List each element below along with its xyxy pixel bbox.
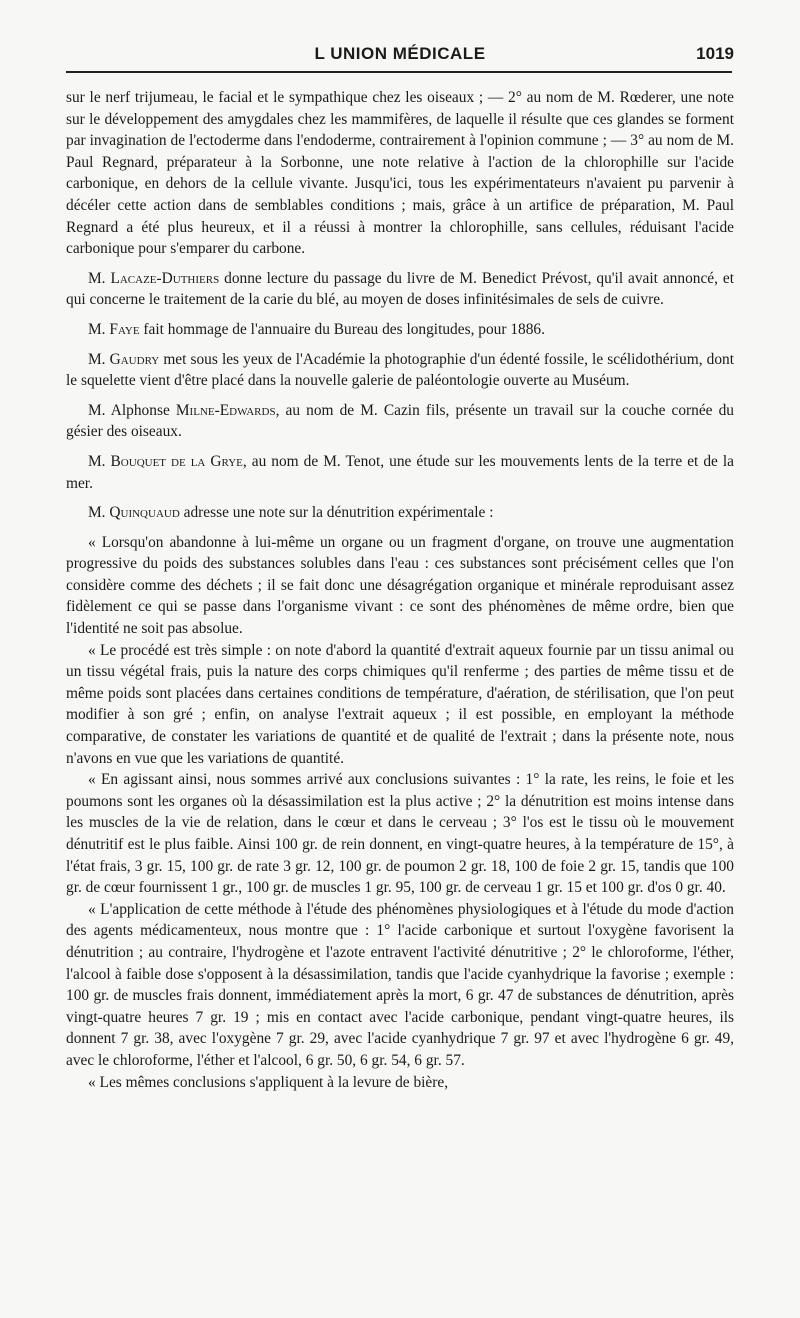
- paragraph-lacaze-duthiers: M. Lacaze-Duthiers donne lecture du passage du livre de M. Benedict Prévost, qu'il avait annoncé, et qui concerne le traitement de la carie du blé, au moyen de doses infinitésimales de sels de cuivre.: [66, 269, 734, 309]
- paragraph-bouquet-de-la-grye: M. Bouquet de la Grye, au nom de M. Tenot, une étude sur les mouvements lents de la terre et de la mer.: [66, 452, 734, 492]
- quote-paragraph-2: « Le procédé est très simple : on note d'abord la quantité d'extrait aqueux fournie par un tissu animal ou un tissu végétal frais, puis la nature des corps chimiques qu'il renferme ; des parties de même tissu et de même poids sont placées dans certaines conditions de température, d'aération, de stérilisation, que l'on peut modifier à son gré ; enfin, on analyse l'extrait aqueux ; il est possible, en employant la méthode comparative, de constater les variations de quantité et de qualité de l'extrait ; dans la présente note, nous n'avons en vue que les variations de quantité.: [66, 641, 734, 767]
- paragraph-continuation: sur le nerf trijumeau, le facial et le sympathique chez les oiseaux ; — 2° au nom de M. Rœderer, une note sur le développement des amygdales chez les mammifères, de laquelle il résulte que ces glandes se forment par invagination de l'ectoderme dans l'endoderme, contrairement à l'opinion commune ; — 3° au nom de M. Paul Regnard, préparateur à la Sorbonne, une note relative à l'action de la chlorophille sur l'acide carbonique, en dehors de la cellule vivante. Jusqu'ici, tous les expérimentateurs n'avaient pu parvenir à décéler cette action dans de semblables conditions ; mais, grâce à un artifice de préparation, M. Paul Regnard a été plus heureux, et il a réussi à montrer la chlorophille, sans cellules, réduisant l'acide carbonique pour s'emparer du carbone.: [66, 89, 734, 258]
- quote-paragraph-3: « En agissant ainsi, nous sommes arrivé aux conclusions suivantes : 1° la rate, les reins, le foie et les poumons sont les organes où la désassimilation est la plus active ; 2° la dénutrition est moins intense dans les muscles de la vie de relation, dans le cœur et dans le cerveau ; 3° l'os est le tissu où le mouvement dénutritif est le plus faible. Ainsi 100 gr. de rein donnent, en vingt-quatre heures, à la température de 15°, à l'état frais, 3 gr. 15, 100 gr. de rate 3 gr. 12, 100 gr. de poumon 2 gr. 18, 100 de foie 2 gr. 15, tandis que 100 gr. de cœur fournissent 1 gr., 100 gr. de muscles 1 gr. 95, 100 gr. de cerveau 1 gr. 15 et 100 gr. d'os 0 gr. 40.: [66, 771, 734, 897]
- quote-paragraph-5: « Les mêmes conclusions s'appliquent à la levure de bière,: [88, 1073, 449, 1091]
- paragraph-quinquaud: M. Quinquaud adresse une note sur la dénutrition expérimentale :: [88, 504, 494, 522]
- article-body: [66, 87, 734, 1093]
- person-name: Quinquaud: [109, 504, 180, 522]
- quote-paragraph-1: « Lorsqu'on abandonne à lui-même un organe ou un fragment d'organe, on trouve une augmentation progressive du poids des substances solubles dans l'eau : ces substances sont précisément celles que l'on considère comme des déchets ; il se fait donc une désagrégation organique et minérale reproduisant assez fidèlement ce qui se passe dans l'organisme vivant : ce sont des phénomènes de même ordre, bien que l'identité ne soit pas absolue.: [66, 533, 734, 638]
- person-name: Faye: [109, 320, 140, 338]
- person-name: Milne-Edwards: [175, 401, 276, 419]
- paragraph-gaudry: M. Gaudry met sous les yeux de l'Académie la photographie d'un édenté fossile, le scélidothérium, dont le squelette vient d'être placé dans la nouvelle galerie de paléontologie ouverte au Muséum.: [66, 350, 734, 390]
- paragraph-faye: M. Faye fait hommage de l'annuaire du Bureau des longitudes, pour 1886.: [88, 320, 545, 338]
- page-number: 1019: [696, 44, 734, 63]
- person-name: Lacaze-Duthiers: [110, 269, 220, 287]
- quote-paragraph-4: « L'application de cette méthode à l'étude des phénomènes physiologiques et à l'étude du mode d'action des agents médicamenteux, nous montre que : 1° l'acide carbonique et surtout l'oxygène favorisent la dénutrition ; au contraire, l'hydrogène et l'azote entravent l'activité dénutritive ; 2° le chloroforme, l'éther, l'alcool à faible dose s'opposent à la désassimilation, tandis que l'acide cyanhydrique la favorise ; exemple : 100 gr. de muscles frais donnent, immédiatement après la mort, 6 gr. 47 de substances de dénutrition, après vingt-quatre heures 7 gr. 19 ; mis en contact avec l'acide carbonique, pendant vingt-quatre heures, ils donnent 7 gr. 38, avec l'oxygène 7 gr. 29, avec l'acide cyanhydrique 7 gr. 97 et avec l'hydrogène 6 gr. 49, avec le chloroforme, l'éther et l'alcool, 6 gr. 50, 6 gr. 54, 6 gr. 57.: [66, 900, 734, 1069]
- person-name: Gaudry: [109, 350, 160, 368]
- page-header: [66, 40, 734, 70]
- header-rule: [66, 71, 732, 73]
- person-name: Bouquet de la Grye: [110, 452, 243, 470]
- paragraph-milne-edwards: M. Alphonse Milne-Edwards, au nom de M. Cazin fils, présente un travail sur la couche cornée du gésier des oiseaux.: [66, 401, 734, 441]
- running-title: L UNION MÉDICALE: [314, 44, 486, 63]
